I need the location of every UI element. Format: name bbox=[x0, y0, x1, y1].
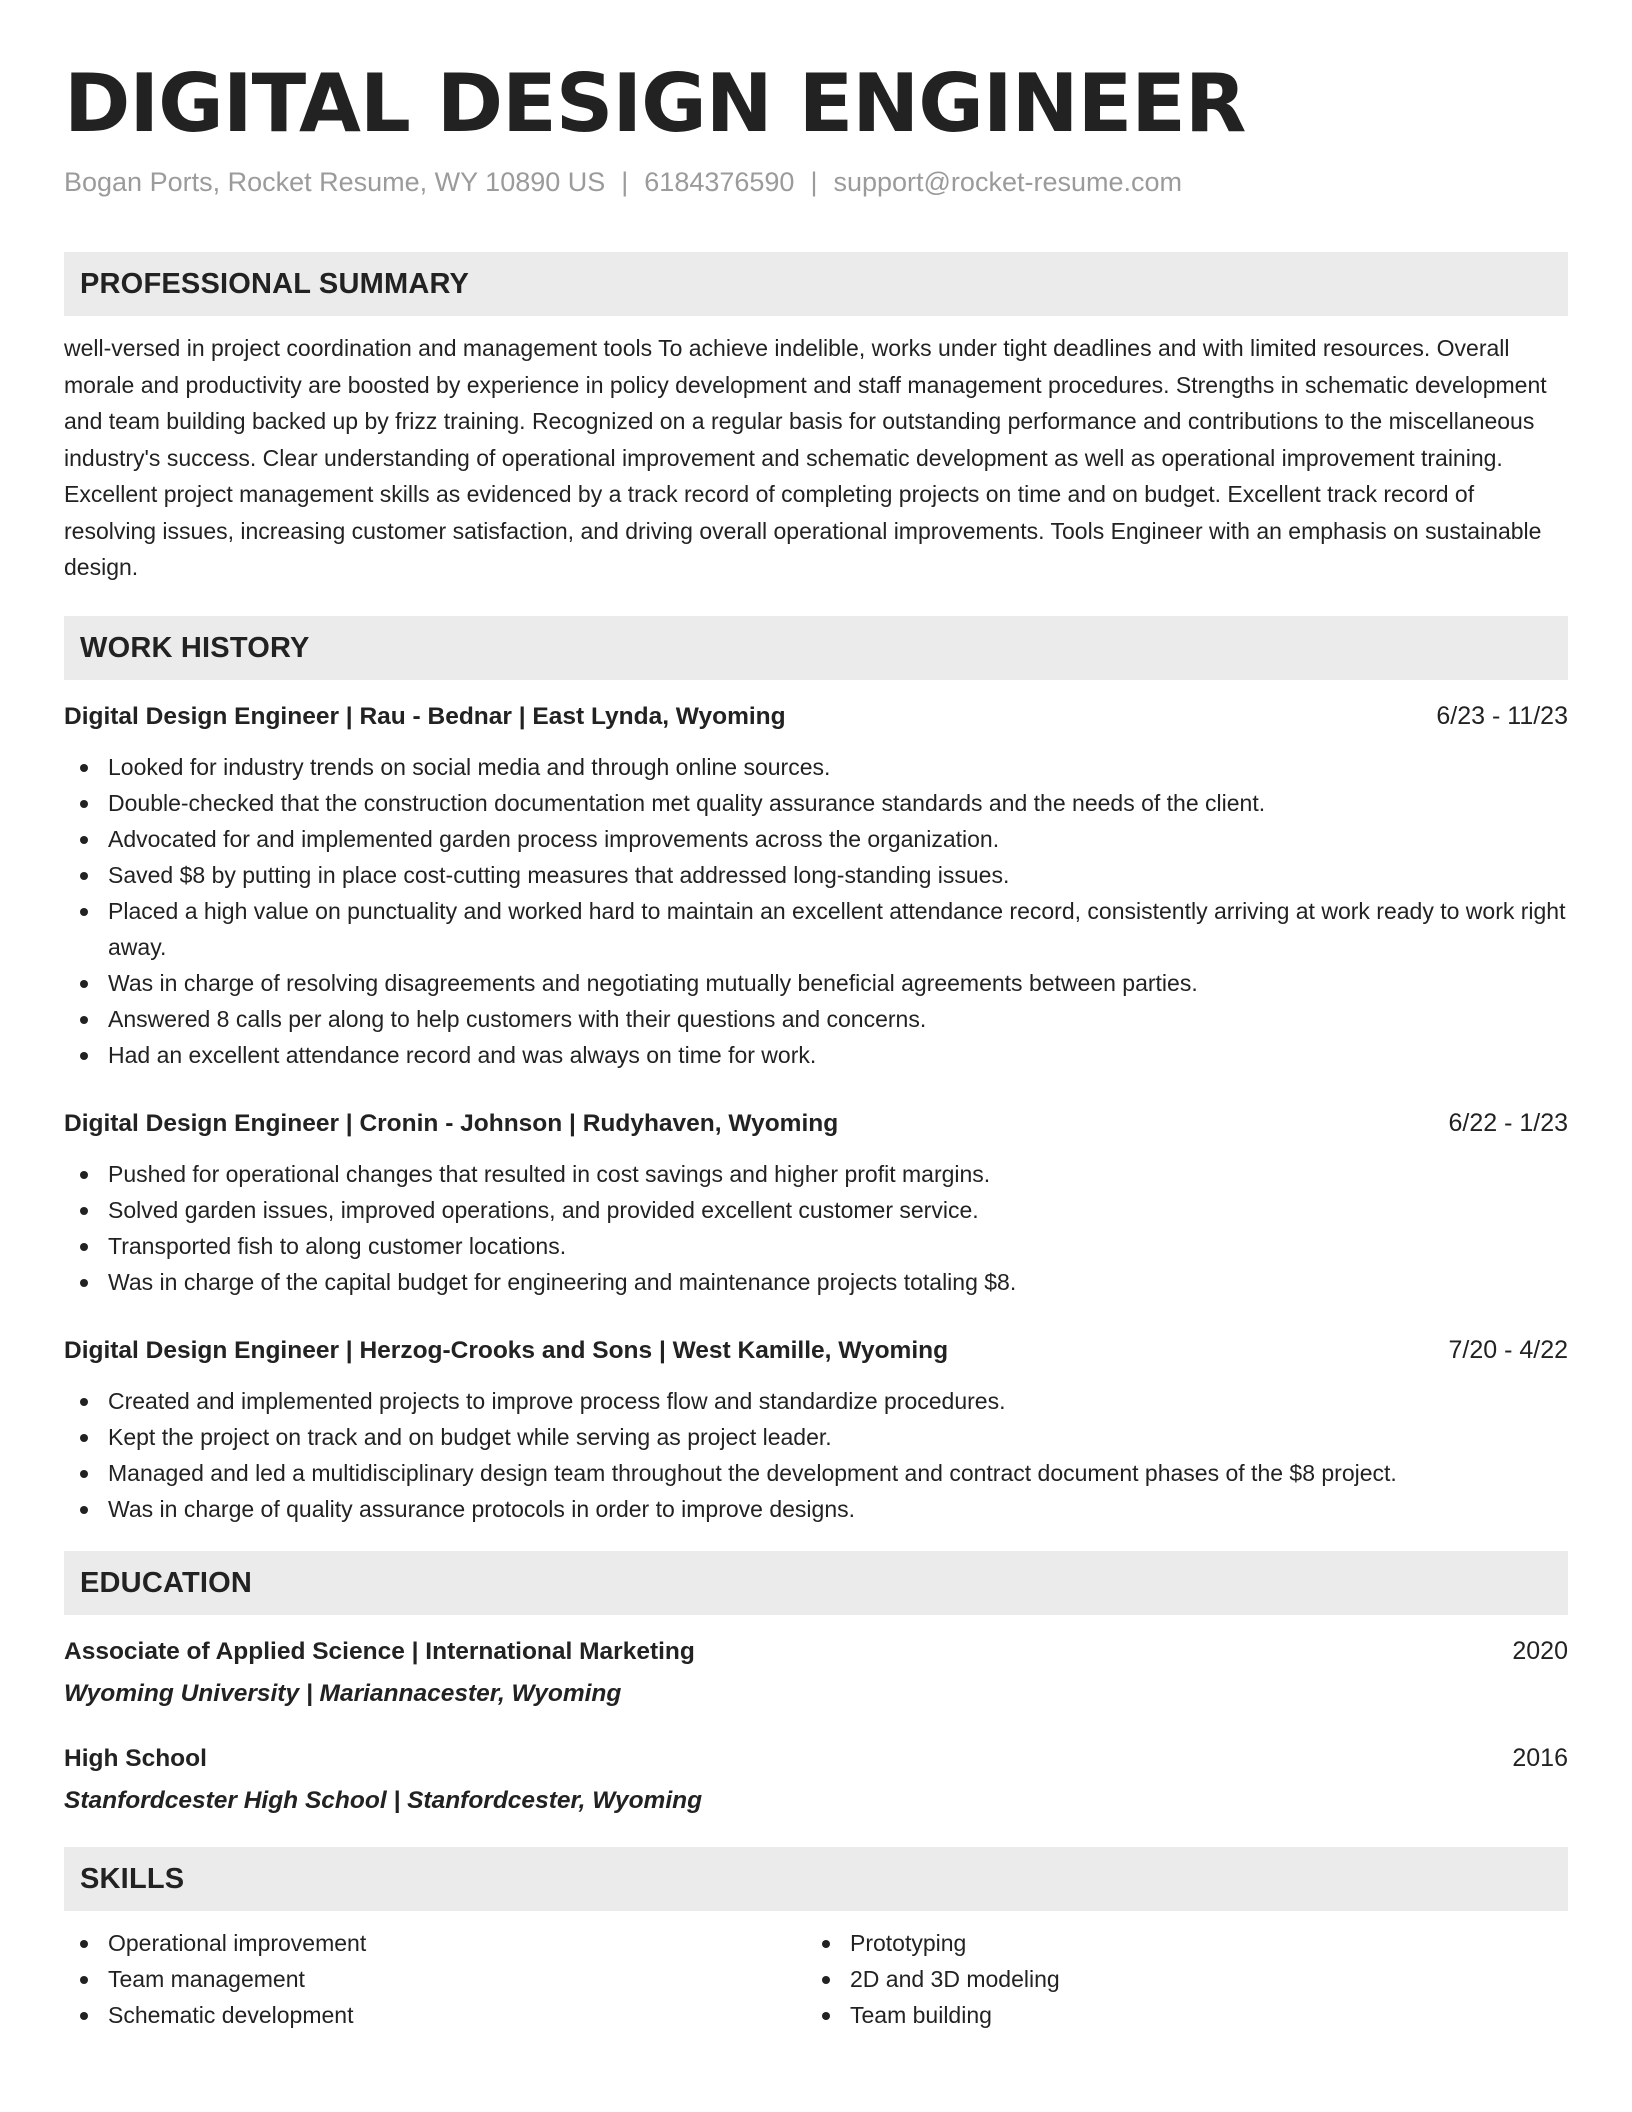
contact-email: support@rocket-resume.com bbox=[833, 167, 1182, 197]
job-bullet: Kept the project on track and on budget while serving as project leader. bbox=[64, 1419, 1568, 1455]
education-entry bbox=[64, 1740, 1568, 1819]
job-dates: 6/23 - 11/23 bbox=[1436, 701, 1568, 730]
skill-item: Operational improvement bbox=[64, 1925, 806, 1961]
skill-item: Team management bbox=[64, 1961, 806, 1997]
skill-item: Prototyping bbox=[806, 1925, 1548, 1961]
job-title-line: Digital Design Engineer | Rau - Bednar | East Lynda, Wyoming bbox=[64, 702, 786, 730]
job-header bbox=[64, 1332, 1568, 1369]
section-heading-work-history: WORK HISTORY bbox=[64, 616, 1568, 680]
job-title-line: Digital Design Engineer | Cronin - Johnson | Rudyhaven, Wyoming bbox=[64, 1109, 839, 1137]
resume-title: DIGITAL DESIGN ENGINEER bbox=[64, 57, 1246, 150]
education-school: Wyoming University | Mariannacester, Wyoming bbox=[64, 1679, 622, 1707]
job-bullet: Was in charge of the capital budget for engineering and maintenance projects totaling $8. bbox=[64, 1264, 1568, 1300]
job-title-line: Digital Design Engineer | Herzog-Crooks and Sons | West Kamille, Wyoming bbox=[64, 1336, 949, 1364]
contact-line bbox=[64, 164, 1568, 200]
contact-phone: 6184376590 bbox=[644, 167, 795, 197]
job-bullet: Pushed for operational changes that resulted in cost savings and higher profit margins. bbox=[64, 1156, 1568, 1192]
section-heading-summary: PROFESSIONAL SUMMARY bbox=[64, 252, 1568, 316]
job-dates: 7/20 - 4/22 bbox=[1448, 1335, 1568, 1364]
resume-page bbox=[64, 0, 1568, 2033]
section-heading-education: EDUCATION bbox=[64, 1551, 1568, 1615]
contact-separator: | bbox=[621, 167, 629, 197]
job-header bbox=[64, 1105, 1568, 1142]
education-school: Stanfordcester High School | Stanfordcester, Wyoming bbox=[64, 1786, 703, 1814]
job-bullet: Answered 8 calls per along to help customers with their questions and concerns. bbox=[64, 1001, 1568, 1037]
job-bullets bbox=[64, 1383, 1568, 1527]
job-bullet: Solved garden issues, improved operations, and provided excellent customer service. bbox=[64, 1192, 1568, 1228]
job-bullet: Saved $8 by putting in place cost-cutting measures that addressed long-standing issues. bbox=[64, 857, 1568, 893]
skills-list bbox=[64, 1925, 806, 2033]
skill-item: 2D and 3D modeling bbox=[806, 1961, 1548, 1997]
job-dates: 6/22 - 1/23 bbox=[1448, 1108, 1568, 1137]
skills-grid bbox=[64, 1925, 1568, 2033]
job-bullet: Advocated for and implemented garden process improvements across the organization. bbox=[64, 821, 1568, 857]
education-year: 2016 bbox=[1512, 1743, 1568, 1772]
education-year: 2020 bbox=[1512, 1636, 1568, 1665]
education-degree: High School bbox=[64, 1744, 207, 1772]
job-bullets bbox=[64, 1156, 1568, 1300]
job-bullet: Looked for industry trends on social media and through online sources. bbox=[64, 749, 1568, 785]
job-bullet: Placed a high value on punctuality and worked hard to maintain an excellent attendance record, consistently arriving at work ready to work right away. bbox=[64, 893, 1568, 965]
education-degree: Associate of Applied Science | International Marketing bbox=[64, 1637, 695, 1665]
skills-column-left bbox=[64, 1925, 806, 2033]
contact-address: Bogan Ports, Rocket Resume, WY 10890 US bbox=[64, 167, 606, 197]
job-entry bbox=[64, 1105, 1568, 1300]
job-entry bbox=[64, 1332, 1568, 1527]
job-bullet: Double-checked that the construction documentation met quality assurance standards and the needs of the client. bbox=[64, 785, 1568, 821]
section-heading-skills: SKILLS bbox=[64, 1847, 1568, 1911]
summary-text: well-versed in project coordination and management tools To achieve indelible, works under tight deadlines and with limited resources. Overall morale and productivity are boosted by experience in policy development and staff management procedures. Strengths in schematic development and team building backed up by frizz training. Recognized on a regular basis for outstanding performance and contributions to the miscellaneous industry's success. Clear understanding of operational improvement and schematic development as well as operational improvement training. Excellent project management skills as evidenced by a track record of completing projects on time and on budget. Excellent track record of resolving issues, increasing customer satisfaction, and driving overall operational improvements. Tools Engineer with an emphasis on sustainable design. bbox=[64, 335, 1547, 580]
education-header bbox=[64, 1633, 1568, 1670]
job-bullet: Created and implemented projects to improve process flow and standardize procedures. bbox=[64, 1383, 1568, 1419]
job-bullet: Was in charge of resolving disagreements and negotiating mutually beneficial agreements between parties. bbox=[64, 965, 1568, 1001]
skill-item: Team building bbox=[806, 1997, 1548, 2033]
job-bullet: Managed and led a multidisciplinary design team throughout the development and contract document phases of the $8 project. bbox=[64, 1455, 1568, 1491]
skills-list bbox=[806, 1925, 1548, 2033]
job-bullet: Was in charge of quality assurance protocols in order to improve designs. bbox=[64, 1491, 1568, 1527]
job-bullet: Transported fish to along customer locations. bbox=[64, 1228, 1568, 1264]
job-header bbox=[64, 698, 1568, 735]
skill-item: Schematic development bbox=[64, 1997, 806, 2033]
education-entry bbox=[64, 1633, 1568, 1712]
contact-separator: | bbox=[810, 167, 818, 197]
job-bullet: Had an excellent attendance record and was always on time for work. bbox=[64, 1037, 1568, 1073]
job-entry bbox=[64, 698, 1568, 1073]
skills-column-right bbox=[806, 1925, 1548, 2033]
education-header bbox=[64, 1740, 1568, 1777]
job-bullets bbox=[64, 749, 1568, 1073]
